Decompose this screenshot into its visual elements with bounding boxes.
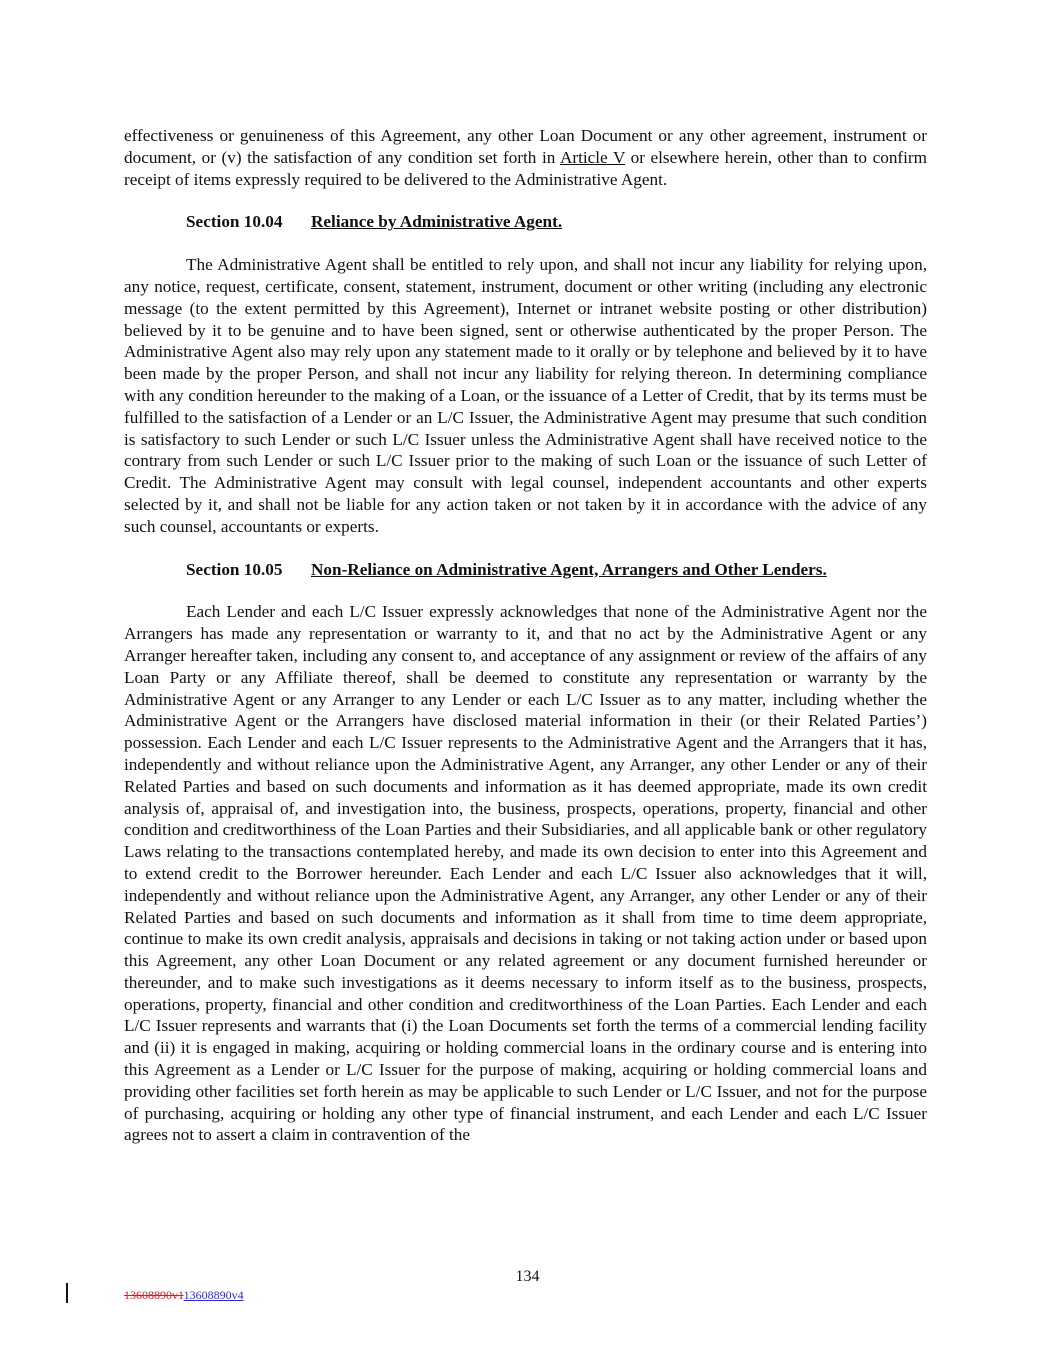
section-title: Non-Reliance on Administrative Agent, Arrangers and Other Lenders. — [311, 559, 827, 579]
page-number: 134 — [515, 1268, 540, 1285]
change-bar — [66, 1283, 68, 1303]
section-10-04-heading — [124, 211, 927, 233]
section-title: Reliance by Administrative Agent. — [311, 212, 563, 232]
section-10-05-heading — [124, 559, 927, 581]
intro-paragraph — [124, 125, 927, 190]
inserted-doc-id: 13608890v4 — [183, 1288, 244, 1302]
intro-text-after: or elsewhere herein, other than to confirm receipt of items expressly required to be delivered to the Administrative Agent. — [124, 147, 928, 189]
page-content — [124, 125, 927, 1146]
section-10-05-body: Each Lender and each L/C Issuer expressly acknowledges that none of the Administrative Agent nor the Arrangers has made any representation or warranty to it, and that no act by the Administrative Agent or any Arranger hereafter taken, including any consent to, and acceptance of any assignment or review of the affairs of any Loan Party or any Affiliate thereof, shall be deemed to constitute any representation or warranty by the Administrative Agent or any Arranger to any Lender or each L/C Issuer as to any matter, including whether the Administrative Agent or the Arrangers have disclosed material information in their (or their Related Parties’) possession. Each Lender and each L/C Issuer represents to the Administrative Agent and the Arrangers that it has, independently and without reliance upon the Administrative Agent, any Arranger, any other Lender or any of their Related Parties and based on such documents and information as it has deemed appropriate, made its own credit analysis of, appraisal of, and investigation into, the business, prospects, operations, property, financial and other condition and creditworthiness of the Loan Parties and their Subsidiaries, and all applicable bank or other regulatory Laws relating to the transactions contemplated hereby, and made its own decision to enter into this Agreement and to extend credit to the Borrower hereunder. Each Lender and each L/C Issuer also acknowledges that it will, independently and without reliance upon the Administrative Agent, any Arranger, any other Lender or any of their Related Parties and based on such documents and information as it shall from time to time deem appropriate, continue to make its own credit analysis, appraisals and decisions in taking or not taking action under or based upon this Agreement, any other Loan Document or any related agreement or any document furnished hereunder or thereunder, and to make such investigations as it deems necessary to inform itself as to the business, prospects, operations, property, financial and other condition and creditworthiness of the Loan Parties. Each Lender and each L/C Issuer represents and warrants that (i) the Loan Documents set forth the terms of a commercial lending facility and (ii) it is engaged in making, acquiring or holding commercial loans in the ordinary course and is entering into this Agreement as a Lender or L/C Issuer for the purpose of making, acquiring or holding commercial loans and providing other facilities set forth herein as may be applicable to such Lender or L/C Issuer, and not for the purpose of purchasing, acquiring or holding any other type of financial instrument, and each Lender and each L/C Issuer agrees not to assert a claim in contravention of the — [124, 602, 927, 1145]
document-id-footer — [124, 1288, 244, 1303]
section-10-04-body: The Administrative Agent shall be entitled to rely upon, and shall not incur any liability for relying upon, any notice, request, certificate, consent, statement, instrument, document or other writing (including any electronic message (to the extent permitted by this Agreement), Internet or intranet website posting or other distribution) believed by it to be genuine and to have been signed, sent or otherwise authenticated by the proper Person. The Administrative Agent also may rely upon any statement made to it orally or by telephone and believed by it to have been made by the proper Person, and shall not incur any liability for relying thereon. In determining compliance with any condition hereunder to the making of a Loan, or the issuance of a Letter of Credit, that by its terms must be fulfilled to the satisfaction of a Lender or an L/C Issuer, the Administrative Agent may presume that such condition is satisfactory to such Lender or such L/C Issuer unless the Administrative Agent shall have received notice to the contrary from such Lender or such L/C Issuer prior to the making of such Loan or the issuance of such Letter of Credit. The Administrative Agent may consult with legal counsel, independent accountants and other experts selected by it, and shall not be liable for any action taken or not taken by it in accordance with the advice of any such counsel, accountants or experts. — [124, 255, 927, 536]
intro-text-before: effectiveness or genuineness of this Agreement, any other Loan Document or any other agreement, instrument or document, or (v) the satisfaction of any condition set forth in — [124, 126, 927, 167]
article-v-reference: Article V — [559, 147, 626, 167]
section-number: Section 10.05 — [186, 559, 283, 579]
deleted-doc-id: 13608890v1 — [124, 1288, 184, 1302]
section-number: Section 10.04 — [186, 212, 283, 232]
